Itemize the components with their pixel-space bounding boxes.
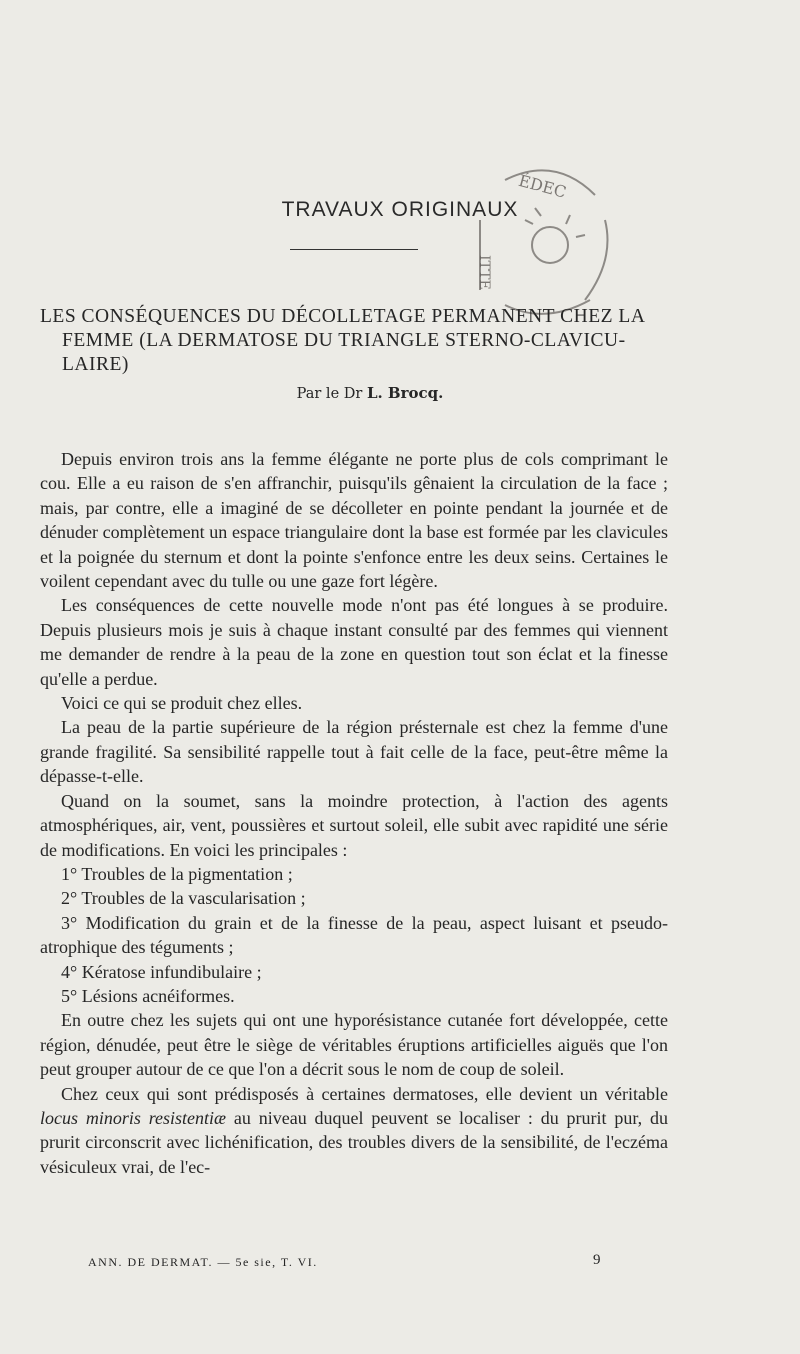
svg-text:ÉDEC: ÉDEC	[516, 170, 569, 202]
byline-prefix: Par le Dr	[296, 386, 363, 402]
paragraph: Quand on la soumet, sans la moindre protection, à l'action des agents atmosphériques, air, vent, poussières et surtout soleil, elle subit avec rapidité une série de modifications. En voici les principales :	[40, 790, 668, 860]
paragraph: En outre chez les sujets qui ont une hyporésistance cutanée fort développée, cette région, dénudée, peut être le siège de véritables éruptions artificielles aiguës que l'on peut grouper autour de ce que l'on a décrit sous le nom de coup de soleil.	[40, 1010, 668, 1080]
page-number: 9	[593, 1252, 601, 1268]
byline	[0, 384, 740, 402]
article-title	[40, 305, 670, 377]
paragraph: Voici ce qui se produit chez elles.	[61, 693, 303, 714]
author-name: L. Brocq.	[366, 384, 444, 402]
article-title-line: LAIRE)	[62, 354, 129, 375]
heading-rule	[290, 249, 418, 250]
article-title-line: LES CONSÉQUENCES DU DÉCOLLETAGE PERMANENT CHEZ LA	[40, 306, 646, 327]
list-item: 3° Modification du grain et de la finesse de la peau, aspect luisant et pseudo-atrophique des téguments ;	[40, 912, 668, 958]
paragraph: Depuis environ trois ans la femme élégante ne porte plus de cols comprimant le cou. Elle a eu raison de s'en affranchir, puisqu'ils gênaient la circulation de la face ; mais, par contre, elle a imaginé de se décolleter en pointe pendant la journée et de dénuder complètement un espace triangulaire dont la base est formée par les clavicules et la poignée du sternum et dont la pointe s'enfonce entre les deux seins. Certaines le voilent cependant avec du tulle ou une gaze fort légère.	[40, 449, 668, 592]
paragraph-text: Chez ceux qui sont prédisposés à certaines dermatoses, elle devient un véritable	[61, 1083, 668, 1104]
latin-phrase: locus minoris resistentiæ	[40, 1107, 227, 1128]
paragraph	[40, 1082, 668, 1180]
svg-text:ITTE: ITTE	[476, 255, 492, 290]
list-item: 5° Lésions acnéiformes.	[61, 985, 235, 1006]
journal-reference: ANN. DE DERMAT. — 5e sie, T. VI.	[88, 1255, 318, 1269]
paragraph: Les conséquences de cette nouvelle mode n'ont pas été longues à se produire. Depuis plusieurs mois je suis à chaque instant consulté par des femmes qui viennent me demander de rendre à la peau de la zone en question tout son éclat et la finesse qu'elle a perdue.	[40, 595, 668, 689]
article-body	[40, 447, 668, 1179]
paragraph-text: au niveau duquel peuvent se localiser : du prurit pur, du prurit circonscrit avec lichénification, des troubles divers de la sensibilité, de l'eczéma vésiculeux vrai, de l'ec-	[40, 1107, 669, 1177]
list-item: 2° Troubles de la vascularisation ;	[61, 888, 306, 909]
section-heading: TRAVAUX ORIGINAUX	[281, 198, 519, 221]
page-footer	[88, 1252, 608, 1270]
article-title-line: FEMME (LA DERMATOSE DU TRIANGLE STERNO-CLAVICU-	[62, 330, 626, 351]
list-item: 4° Kératose infundibulaire ;	[61, 961, 262, 982]
paragraph: La peau de la partie supérieure de la région présternale est chez la femme d'une grande fragilité. Sa sensibilité rappelle tout à fait celle de la face, peut-être même la dépasse-t-elle.	[40, 717, 668, 787]
list-item: 1° Troubles de la pigmentation ;	[61, 863, 293, 884]
